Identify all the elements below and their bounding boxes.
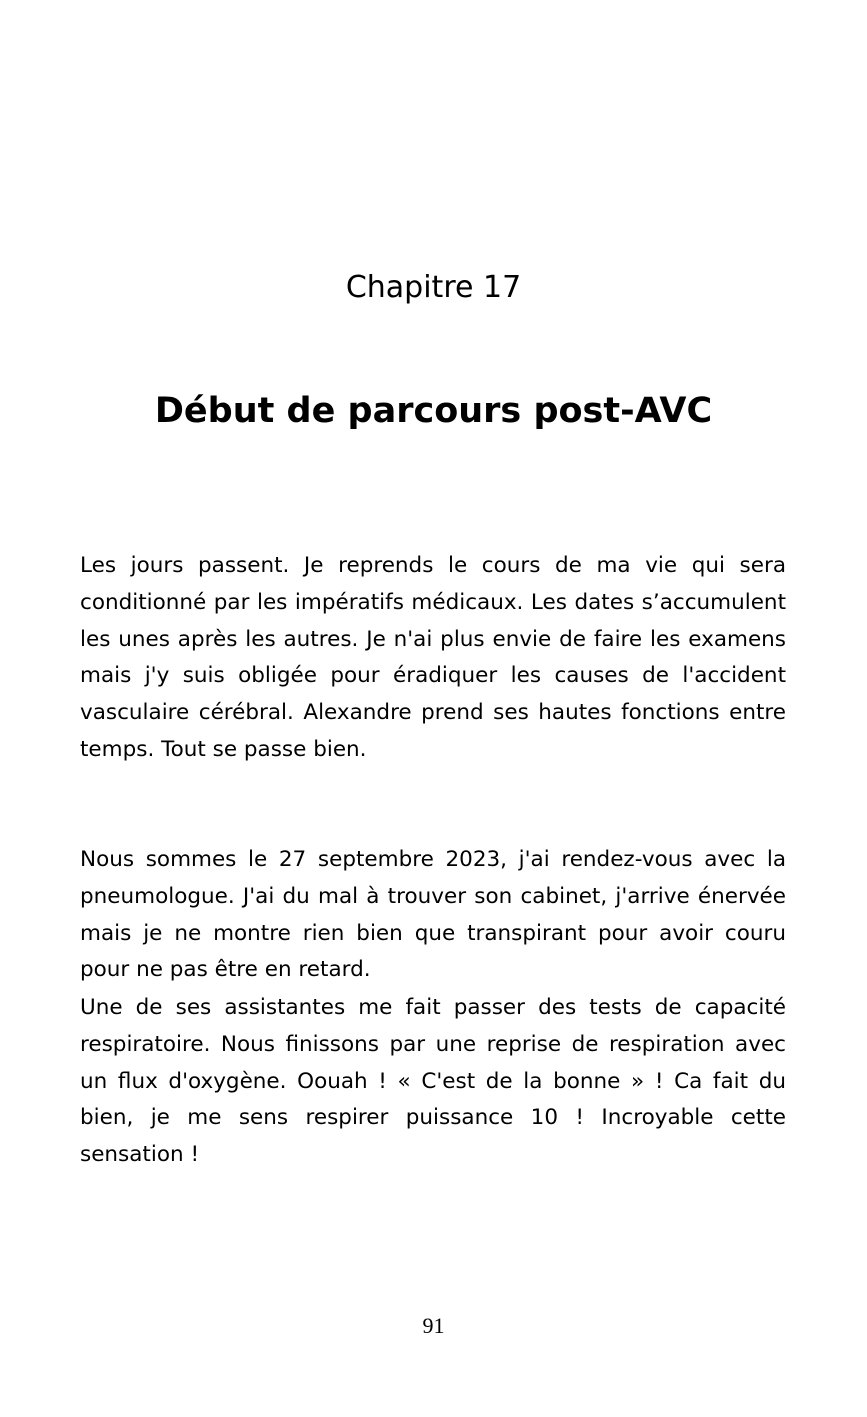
chapter-title: Début de parcours post-AVC [154, 391, 713, 431]
body-paragraph-2: Nous sommes le 27 septembre 2023, j'ai rendez-vous avec la pneumologue. J'ai du mal à trouver son cabinet, j'arrive énervée mais je ne montre rien bien que transpirant pour avoir couru pour ne pas être en retard. [80, 847, 786, 983]
chapter-label: Chapitre 17 [345, 270, 522, 305]
body-paragraph-3: Une de ses assistantes me fait passer des tests de capacité respiratoire. Nous finissons par une reprise de respiration avec un flux d'oxygène. Oouah ! « C'est de la bonne » ! Ca fait du bien, je me sens respirer puissance 10 ! Incroyable cette sensation ! [80, 995, 786, 1168]
body-paragraph-1: Les jours passent. Je reprends le cours de ma vie qui sera conditionné par les impératifs médicaux. Les dates s’accumulent les unes après les autres. Je n'ai plus envie de faire les examens mais j'y suis obligée pour éradiquer les causes de l'accident vasculaire cérébral. Alexandre prend ses hautes fonctions entre temps. Tout se passe bien. [80, 553, 786, 762]
page-number: 91 [422, 1313, 445, 1338]
